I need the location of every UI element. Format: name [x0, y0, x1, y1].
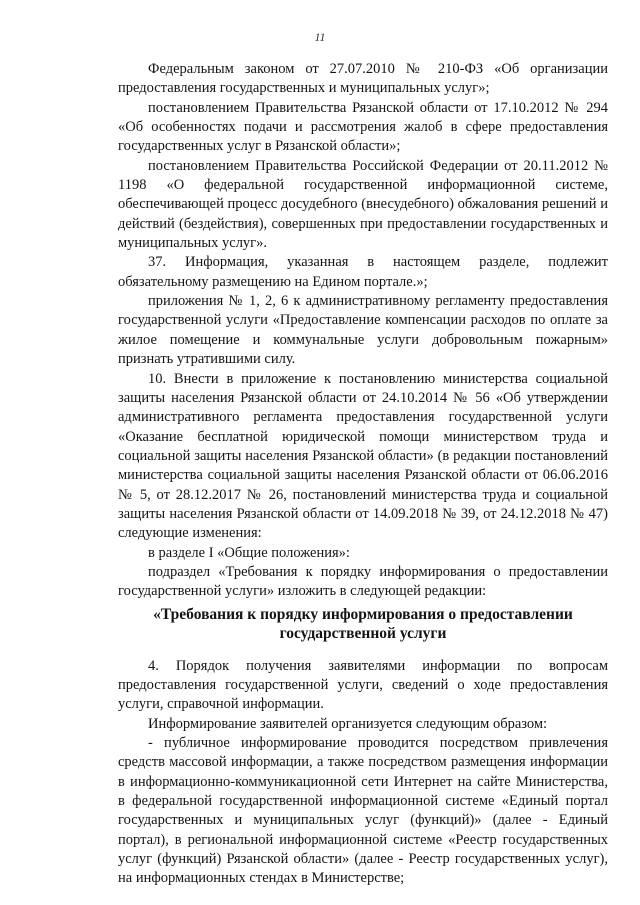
- paragraph-4: 37. Информация, указанная в настоящем разделе, подлежит обязательному размещению на Едином портале.»;: [118, 254, 608, 290]
- section-heading: «Требования к порядку информирования о предоставлении государственной услуги: [153, 605, 573, 643]
- page-number: 11: [314, 30, 326, 44]
- paragraph-5: приложения № 1, 2, 6 к административному регламенту предоставления государственной услуги «Предоставление компенсации расходов по оплате за жилое помещение и коммунальные услуги добровольным пожарным» признать утратившими силу.: [118, 293, 608, 368]
- paragraph-1: Федеральным законом от 27.07.2010 № 210-ФЗ «Об организации предоставления государственных и муниципальных услуг»;: [118, 61, 608, 97]
- paragraph-6: 10. Внести в приложение к постановлению министерства социальной защиты населения Рязанской области от 24.10.2014 № 56 «Об утверждении административного регламента предоставления государственной услуги «Оказание бесплатной юридической помощи министерством труда и социальной защиты населения Рязанской области» (в редакции постановлений министерства социальной защиты населения Рязанской области от 06.06.2016 № 5, от 28.12.2017 № 26, постановлений министерства труда и социальной защиты населения Рязанской области от 14.09.2018 № 39, от 24.12.2018 № 47) следующие изменения:: [118, 370, 608, 542]
- paragraph-3: постановлением Правительства Российской Федерации от 20.11.2012 № 1198 «О федеральной государственной информационной системе, обеспечивающей процесс досудебного (внесудебного) обжалования решений и действий (бездействия), совершенных при предоставлении государственных и муниципальных услуг».: [118, 157, 608, 252]
- paragraph-11: - публичное информирование проводится посредством привлечения средств массовой информации, а также посредством размещения информации в информационно-коммуникационной сети Интернет на сайте Министерства, в федеральной государственной информационной системе «Единый портал государственных и муниципальных услуг (функций)» (далее - Единый портал), в региональной информационной системе «Реестр государственных услуг (функций) Рязанской области» (далее - Реестр государственных услуг), на информационных стендах в Министерстве;: [118, 735, 608, 887]
- document-body: [118, 60, 608, 889]
- paragraph-7: в разделе I «Общие положения»:: [148, 544, 350, 561]
- paragraph-8: подраздел «Требования к порядку информирования о предоставлении государственной услуги» изложить в следующей редакции:: [118, 563, 608, 600]
- paragraph-2: постановлением Правительства Рязанской области от 17.10.2012 № 294 «Об особенностях подачи и рассмотрения жалоб в сфере предоставления государственных услуг в Рязанской области»;: [118, 99, 608, 155]
- paragraph-9: 4. Порядок получения заявителями информации по вопросам предоставления государственной услуги, сведений о ходе предоставления услуги, справочной информации.: [118, 657, 608, 713]
- paragraph-10: Информирование заявителей организуется следующим образом:: [148, 715, 548, 732]
